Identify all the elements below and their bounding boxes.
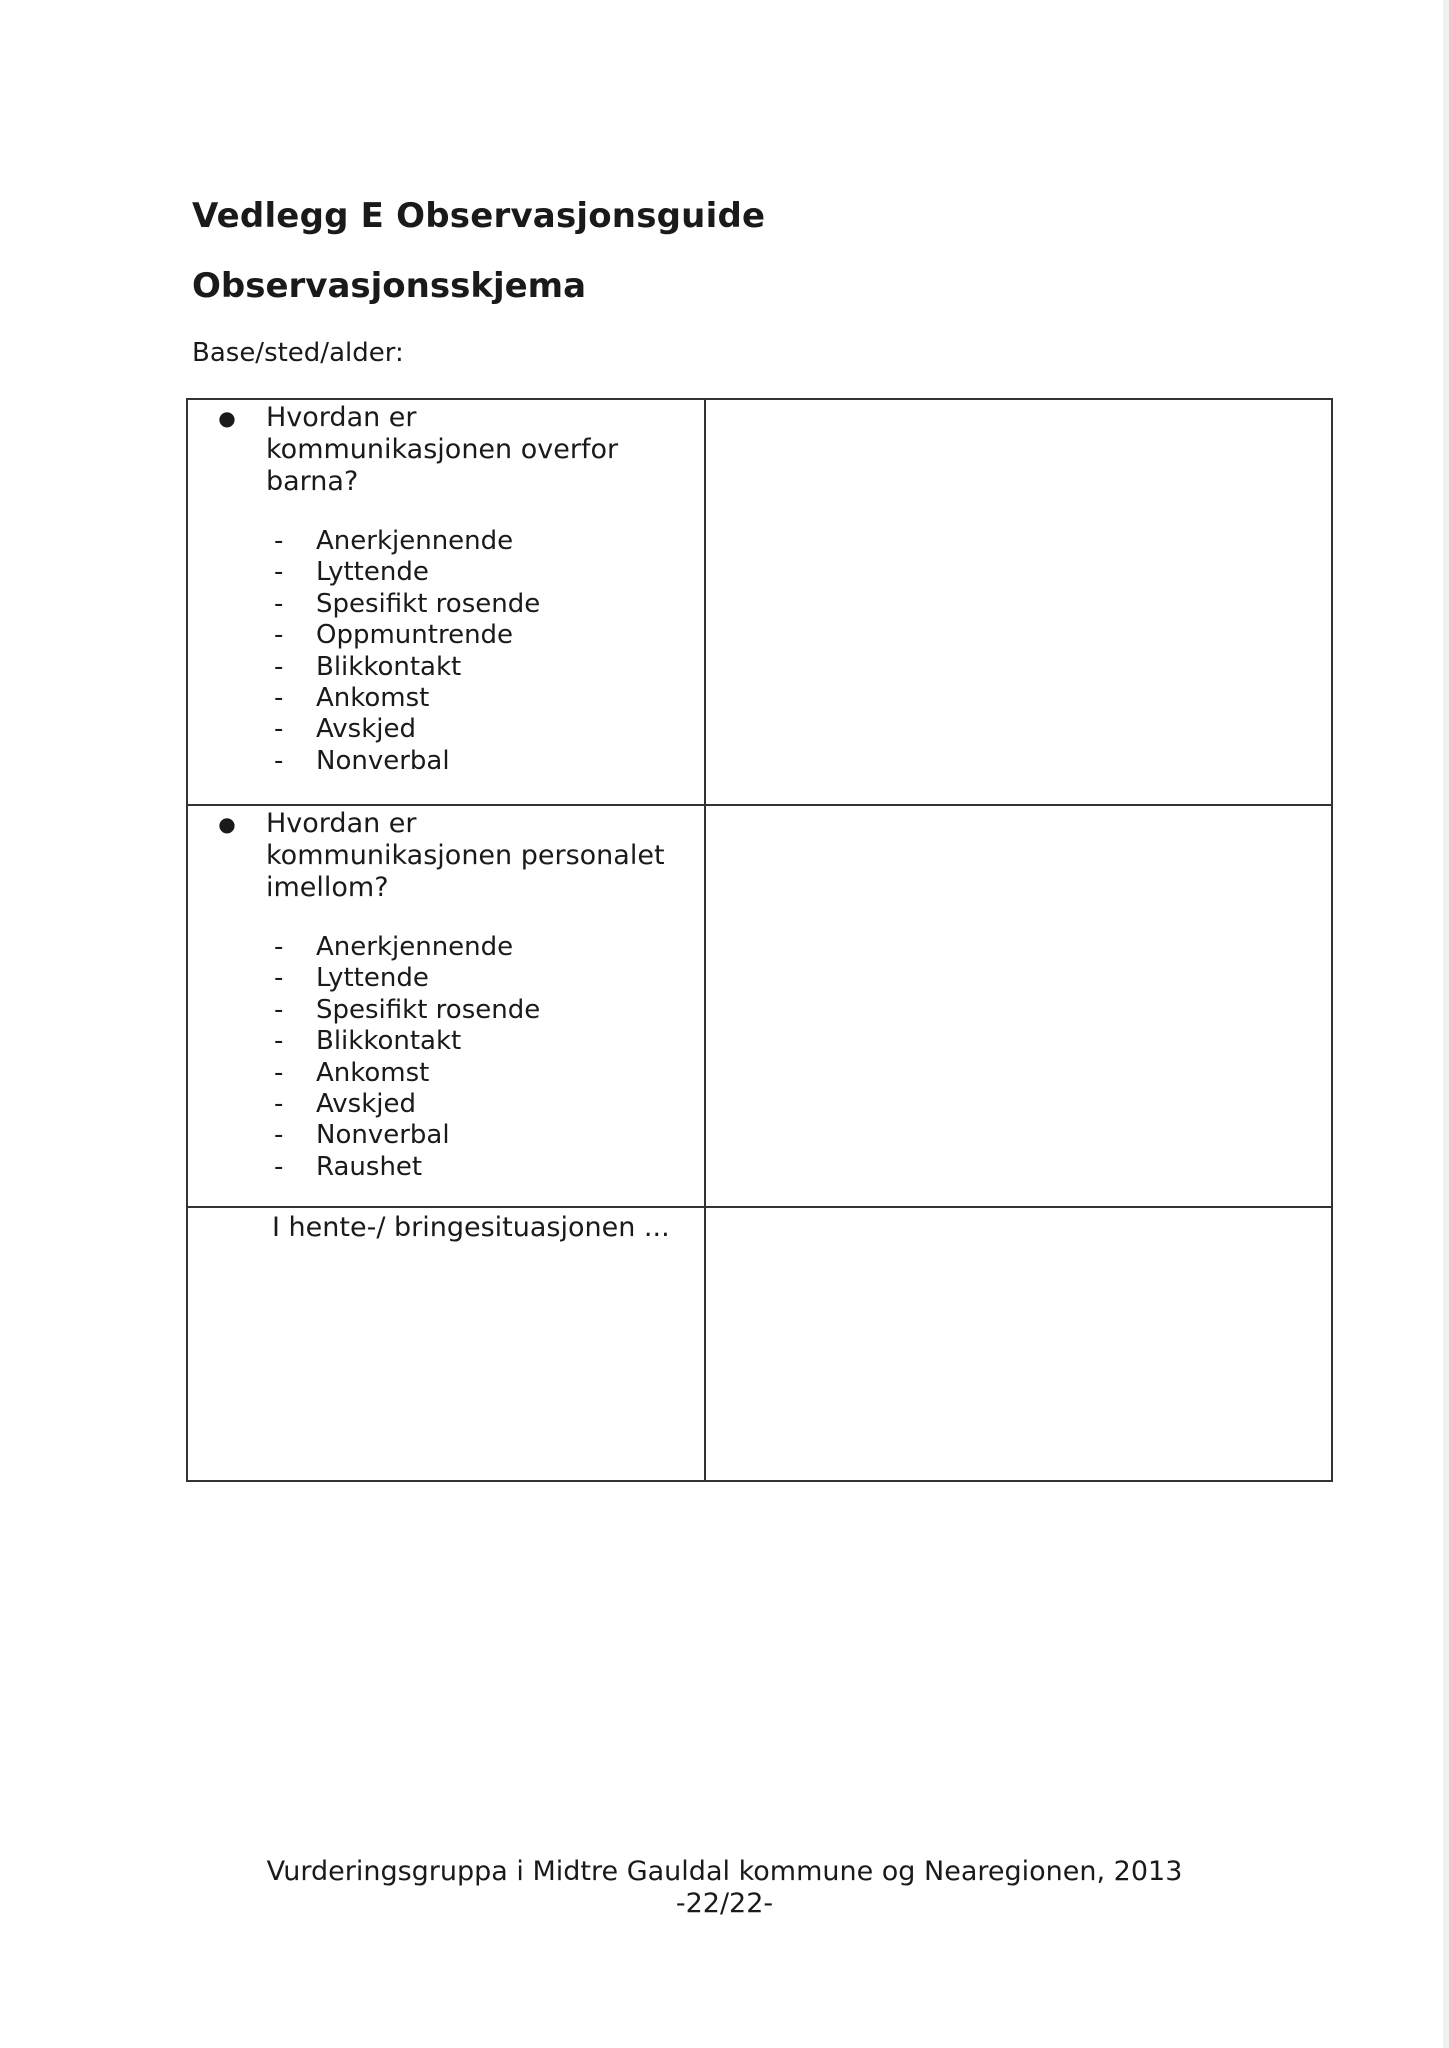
list-item: - Avskjed [274, 1089, 416, 1120]
list-item: - Lyttende [274, 557, 429, 588]
list-item: - Avskjed [274, 714, 416, 745]
scan-edge [1443, 0, 1449, 2048]
page-number: -22/22- [675, 1888, 774, 1919]
list-item: - Oppmuntrende [274, 620, 514, 651]
list-item: - Spesifikt rosende [274, 588, 541, 619]
page-footer [0, 1856, 1449, 1920]
base-sted-alder-label: Base/sted/alder: [192, 338, 404, 368]
list-item: - Blikkontakt [274, 651, 462, 682]
question-cell [187, 399, 705, 805]
bullet-icon: ● [218, 812, 236, 836]
observation-table [186, 398, 1333, 1482]
answer-cell[interactable] [705, 1207, 1332, 1481]
question-cell [187, 1207, 705, 1481]
list-item: - Ankomst [274, 1057, 430, 1088]
answer-cell[interactable] [705, 399, 1332, 805]
document-subtitle: Observasjonsskjema [192, 266, 587, 306]
footer-credit: Vurderingsgruppa i Midtre Gauldal kommune og Nearegionen, 2013 [266, 1856, 1183, 1887]
list-item: - Blikkontakt [274, 1026, 462, 1057]
list-item: - Nonverbal [274, 745, 450, 776]
list-item: - Raushet [274, 1151, 423, 1182]
table-row [187, 805, 1332, 1207]
question-text: Hvordan er kommunikasjonen overfor barna? [266, 402, 619, 497]
criteria-list [188, 526, 704, 777]
question-text: Hvordan er kommunikasjonen personalet imellom? [266, 808, 665, 903]
table-row [187, 1207, 1332, 1481]
list-item: - Anerkjennende [274, 526, 514, 556]
question-cell [187, 805, 705, 1207]
document-title: Vedlegg E Observasjonsguide [192, 196, 766, 236]
list-item: - Ankomst [274, 683, 430, 714]
criteria-list [188, 932, 704, 1183]
bullet-icon: ● [218, 406, 236, 430]
list-item: - Lyttende [274, 963, 429, 994]
list-item: - Anerkjennende [274, 932, 514, 962]
table-row [187, 399, 1332, 805]
answer-cell[interactable] [705, 805, 1332, 1207]
question-text: I hente-/ bringesituasjonen ... [272, 1212, 670, 1243]
list-item: - Spesifikt rosende [274, 994, 541, 1025]
list-item: - Nonverbal [274, 1120, 450, 1151]
